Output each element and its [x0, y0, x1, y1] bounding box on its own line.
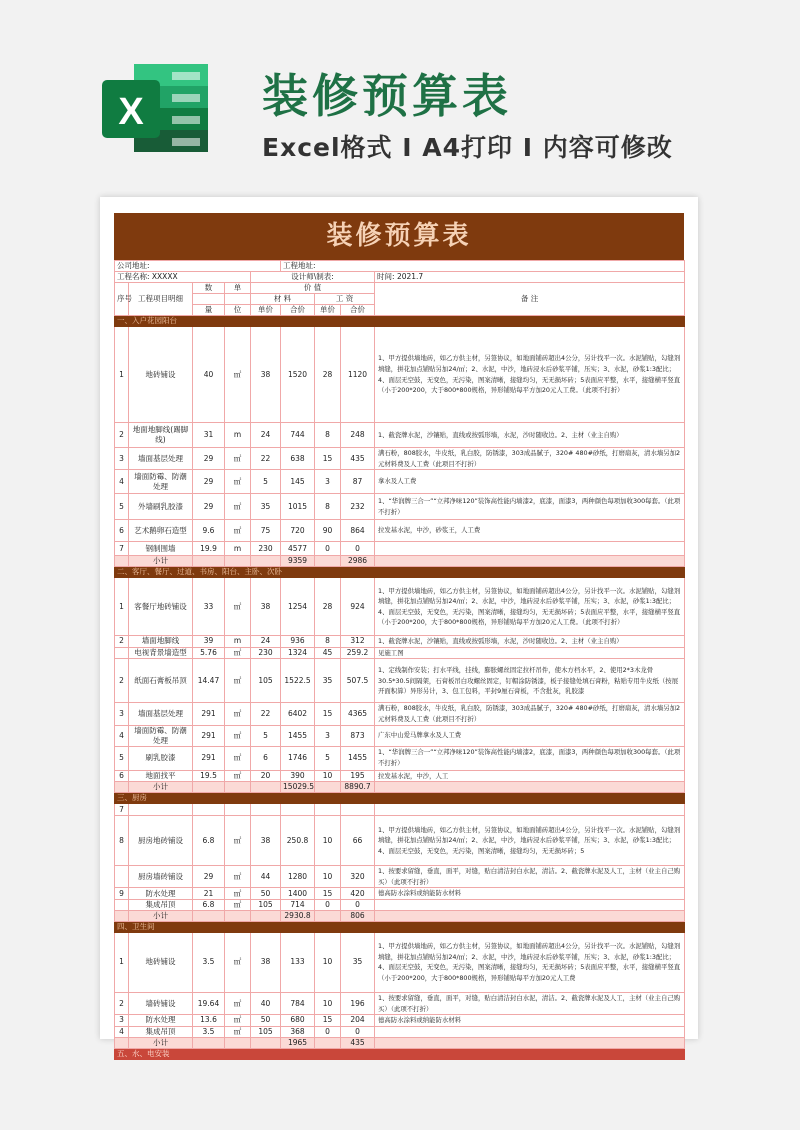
table-row [115, 888, 685, 900]
material-total: 714 [281, 899, 315, 910]
material-total: 784 [281, 992, 315, 1014]
material-unit-price: 38 [251, 932, 281, 992]
table-row [115, 636, 685, 648]
remark [375, 899, 685, 910]
material-unit-price: 230 [251, 647, 281, 659]
material-total: 720 [281, 520, 315, 542]
material-total: 368 [281, 1026, 315, 1037]
item-name: 墙面防霉、防潮处理 [129, 725, 193, 746]
material-unit-price: 5 [251, 470, 281, 494]
labor-total: 312 [341, 636, 375, 648]
remark: 广东中山爱马牌拿水及人工费 [375, 725, 685, 746]
remark: 拉发基水泥，中沙，人工 [375, 770, 685, 782]
header-labor: 工 资 [315, 294, 375, 305]
row-number: 2 [115, 992, 129, 1014]
item-name: 墙面基层处理 [129, 703, 193, 725]
unit: ㎡ [225, 647, 251, 659]
header-qty: 数 [193, 283, 225, 294]
unit: ㎡ [225, 327, 251, 423]
row-number: 4 [115, 1026, 129, 1037]
item-name: 墙面防霉、防潮处理 [129, 470, 193, 494]
row-number: 3 [115, 1015, 129, 1027]
material-total: 145 [281, 470, 315, 494]
material-unit-price: 105 [251, 1026, 281, 1037]
header-seq: 序号 [115, 283, 129, 316]
item-name: 钢制围墙 [129, 542, 193, 556]
sheet-title: 装修预算表 [114, 213, 684, 260]
remark: 德高防水涂料或纳能防水材料 [375, 888, 685, 900]
material-total: 133 [281, 932, 315, 992]
table-row [115, 899, 685, 910]
table-row [115, 725, 685, 746]
labor-total [341, 804, 375, 816]
time: 时间: 2021.7 [375, 272, 685, 283]
row-number: 3 [115, 703, 129, 725]
labor-total: 87 [341, 470, 375, 494]
poster-subtitle: Excel格式 I A4打印 I 内容可修改 [262, 133, 673, 162]
material-unit-price: 44 [251, 866, 281, 888]
material-unit-price: 105 [251, 899, 281, 910]
row-number: 9 [115, 888, 129, 900]
material-total: 1522.5 [281, 659, 315, 703]
row-number: 4 [115, 725, 129, 746]
remark: 1、甲方提供墙地砖，如乙方供主材，另签协议，如地面铺砖超出4公分，另计找平一次。水泥铺贴，勾缝剂填缝，拼花加点铺贴另加24/㎡；2、水泥，中沙，地砖浸水后砂浆平铺，压实；3、水泥，砂浆1:3配比；4、面层无空鼓，无变色，无污染，图案清晰，接缝均匀，无无损坏砖；5表面应平整，水平，接缝横平竖直（小于200*200，大于800*800规格，异形铺贴每平方加20元人工费。（此项不打折） [375, 327, 685, 423]
section-header [115, 793, 685, 804]
unit: ㎡ [225, 448, 251, 470]
table-row [115, 746, 685, 770]
row-number: 7 [115, 804, 129, 816]
labor-unit-price: 10 [315, 770, 341, 782]
item-name: 墙砖铺设 [129, 992, 193, 1014]
item-name [129, 804, 193, 816]
subtotal-labor: 435 [341, 1037, 375, 1048]
budget-table [114, 260, 685, 1060]
subtotal-row [115, 910, 685, 921]
subtotal-labor: 2986 [341, 556, 375, 567]
labor-total: 259.2 [341, 647, 375, 659]
item-name: 厨房墙砖铺设 [129, 866, 193, 888]
labor-unit-price: 15 [315, 448, 341, 470]
material-total: 1015 [281, 494, 315, 520]
quantity: 14.47 [193, 659, 225, 703]
table-row [115, 448, 685, 470]
labor-unit-price: 0 [315, 542, 341, 556]
logo-letter: X [118, 91, 144, 133]
remark: 1、按要求留缝，垂直，面平，对缝，贴白清洁封白水泥，清洁。2、截瓷牌水泥及人工，主材（业主自己购买）（此项不打折） [375, 866, 685, 888]
material-total: 1324 [281, 647, 315, 659]
labor-unit-price: 28 [315, 578, 341, 636]
subtotal-material: 2930.8 [281, 910, 315, 921]
remark: 1、“华润牌三合一”“立邦净味120”装饰高性能内墙漆2，底漆，面漆3，两种颜色每项加收300每套。（此项不打折） [375, 494, 685, 520]
quantity [193, 804, 225, 816]
labor-total: 864 [341, 520, 375, 542]
material-unit-price: 35 [251, 494, 281, 520]
unit: ㎡ [225, 888, 251, 900]
item-name: 外墙刷乳胶漆 [129, 494, 193, 520]
subtotal-label: 小计 [129, 910, 193, 921]
quantity: 291 [193, 725, 225, 746]
labor-unit-price: 8 [315, 423, 341, 448]
item-name: 地砖铺设 [129, 327, 193, 423]
section-title: 一、入户花园阳台 [115, 316, 685, 327]
table-row [115, 866, 685, 888]
unit: ㎡ [225, 899, 251, 910]
labor-total: 35 [341, 932, 375, 992]
row-number: 1 [115, 327, 129, 423]
row-number [115, 899, 129, 910]
section-title: 二、客厅、餐厅、过道、书房、阳台、主卧、次卧 [115, 567, 685, 578]
material-unit-price: 50 [251, 1015, 281, 1027]
row-number: 1 [115, 932, 129, 992]
material-total: 1520 [281, 327, 315, 423]
remark: 1、“华润牌三合一”“立邦净味120”装饰高性能内墙漆2，底漆，面漆3，两种颜色每项加收300每套。（此项不打折） [375, 746, 685, 770]
material-unit-price: 22 [251, 448, 281, 470]
project-name: 工程名称: XXXXX [115, 272, 251, 283]
header-unit-2: 位 [225, 305, 251, 316]
labor-total: 248 [341, 423, 375, 448]
labor-total: 204 [341, 1015, 375, 1027]
labor-unit-price: 8 [315, 636, 341, 648]
quantity: 21 [193, 888, 225, 900]
labor-unit-price: 15 [315, 1015, 341, 1027]
remark [375, 804, 685, 816]
item-name: 客餐厅地砖铺设 [129, 578, 193, 636]
quantity: 33 [193, 578, 225, 636]
table-row [115, 423, 685, 448]
material-unit-price: 40 [251, 992, 281, 1014]
unit: ㎡ [225, 992, 251, 1014]
table-row [115, 932, 685, 992]
labor-total: 232 [341, 494, 375, 520]
subtotal-material: 9359 [281, 556, 315, 567]
unit: ㎡ [225, 703, 251, 725]
material-total: 638 [281, 448, 315, 470]
remark: 拿水及人工费 [375, 470, 685, 494]
labor-unit-price: 10 [315, 932, 341, 992]
item-name: 防水处理 [129, 1015, 193, 1027]
table-row [115, 494, 685, 520]
remark: 德高防水涂料或纳能防水材料 [375, 1015, 685, 1027]
labor-unit-price: 15 [315, 888, 341, 900]
labor-unit-price: 10 [315, 816, 341, 866]
material-total [281, 804, 315, 816]
material-unit-price: 75 [251, 520, 281, 542]
remark [375, 1026, 685, 1037]
item-name: 纸面石膏板吊顶 [129, 659, 193, 703]
labor-total: 507.5 [341, 659, 375, 703]
material-unit-price: 105 [251, 659, 281, 703]
header-mat-unit-price: 单价 [251, 305, 281, 316]
unit: ㎡ [225, 816, 251, 866]
quantity: 29 [193, 866, 225, 888]
remark: 满石粉，808胶水，牛皮纸，乳白胶，防锈漆，303成品腻子，320# 480#砂纸，打磨扇灰，清水墙另加2元材料费及人工费（此项目不打折） [375, 703, 685, 725]
company-address: 公司地址: [115, 261, 281, 272]
row-number: 2 [115, 659, 129, 703]
labor-unit-price: 15 [315, 703, 341, 725]
labor-total: 195 [341, 770, 375, 782]
material-unit-price: 5 [251, 725, 281, 746]
labor-total: 66 [341, 816, 375, 866]
row-number: 5 [115, 746, 129, 770]
table-row [115, 804, 685, 816]
item-name: 厨房地砖铺设 [129, 816, 193, 866]
poster-title: 装修预算表 [262, 69, 512, 123]
material-total: 680 [281, 1015, 315, 1027]
item-name: 地面找平 [129, 770, 193, 782]
unit [225, 804, 251, 816]
item-name: 墙面地脚线 [129, 636, 193, 648]
material-total: 936 [281, 636, 315, 648]
quantity: 19.5 [193, 770, 225, 782]
table-row [115, 816, 685, 866]
material-unit-price: 6 [251, 746, 281, 770]
unit: ㎡ [225, 866, 251, 888]
material-unit-price: 20 [251, 770, 281, 782]
labor-total: 0 [341, 542, 375, 556]
material-total: 6402 [281, 703, 315, 725]
labor-unit-price: 5 [315, 746, 341, 770]
quantity: 6.8 [193, 899, 225, 910]
item-name: 墙面基层处理 [129, 448, 193, 470]
section-title: 三、厨房 [115, 793, 685, 804]
subtotal-material: 15029.5 [281, 782, 315, 793]
remark: 1、定线制作安装；打水平线，挂线，膨胀螺丝固定拉杆吊件，使木方档水平，2、使用2*3木龙骨30.5*30.5间隔架，石膏板吊白攻螺丝固定，钉帽涂防锈漆，板子接缝处填石膏粉，粘贴专用牛皮纸（按展开面积算）异形另计，3、包工包料，平封9厘石膏板，不含批灰，乳胶漆 [375, 659, 685, 703]
material-unit-price: 24 [251, 636, 281, 648]
subtotal-labor: 806 [341, 910, 375, 921]
material-total: 744 [281, 423, 315, 448]
unit: m [225, 636, 251, 648]
header-material: 材 料 [251, 294, 315, 305]
table-row [115, 1015, 685, 1027]
table-row [115, 659, 685, 703]
row-number: 5 [115, 494, 129, 520]
labor-unit-price: 0 [315, 1026, 341, 1037]
quantity: 29 [193, 470, 225, 494]
section-header [115, 921, 685, 932]
section-title: 五、水、电安装 [115, 1048, 685, 1059]
item-name: 电视背景墙造型 [129, 647, 193, 659]
labor-unit-price: 10 [315, 866, 341, 888]
quantity: 40 [193, 327, 225, 423]
labor-unit-price: 35 [315, 659, 341, 703]
row-number: 8 [115, 816, 129, 866]
material-unit-price: 22 [251, 703, 281, 725]
material-total: 390 [281, 770, 315, 782]
material-unit-price: 24 [251, 423, 281, 448]
quantity: 19.64 [193, 992, 225, 1014]
table-row [115, 647, 685, 659]
unit: ㎡ [225, 470, 251, 494]
table-row [115, 520, 685, 542]
designer: 设计师\制表: [251, 272, 375, 283]
table-row [115, 703, 685, 725]
labor-unit-price: 10 [315, 992, 341, 1014]
item-name: 地砖铺设 [129, 932, 193, 992]
table-row [115, 770, 685, 782]
subtotal-label: 小计 [129, 1037, 193, 1048]
remark: 1、甲方提供墙地砖，如乙方供主材，另签协议，如地面铺砖超出4公分，另计找平一次。水泥铺贴，勾缝剂填缝，拼花加点铺贴另加24/㎡；2、水泥，中沙，地砖浸水后砂浆平铺，压实；3、水泥，砂浆1:3配比；4、面层无空鼓，无变色，无污染，图案清晰，接缝均匀，无无损坏砖；5表面应平整，水平，接缝横平竖直（小于200*200，大于800*800规格，异形铺贴每平方加20元人工费 [375, 932, 685, 992]
item-name: 地面地脚线(踢脚线) [129, 423, 193, 448]
item-name: 集成吊顶 [129, 1026, 193, 1037]
section-header [115, 567, 685, 578]
row-number: 4 [115, 470, 129, 494]
labor-total: 1455 [341, 746, 375, 770]
quantity: 19.9 [193, 542, 225, 556]
labor-unit-price: 8 [315, 494, 341, 520]
subtotal-material: 1965 [281, 1037, 315, 1048]
unit: ㎡ [225, 1026, 251, 1037]
labor-unit-price: 3 [315, 470, 341, 494]
labor-total: 196 [341, 992, 375, 1014]
quantity: 9.6 [193, 520, 225, 542]
labor-total: 320 [341, 866, 375, 888]
unit: m [225, 542, 251, 556]
subtotal-label: 小计 [129, 782, 193, 793]
row-number: 2 [115, 636, 129, 648]
quantity: 13.6 [193, 1015, 225, 1027]
item-name: 刷乳胶漆 [129, 746, 193, 770]
header-price: 价 值 [251, 283, 375, 294]
quantity: 39 [193, 636, 225, 648]
remark: 满石粉，808胶水，牛皮纸，乳白胶，防锈漆，303成品腻子，320# 480#砂纸，打磨扇灰，清水墙另加2元材料费及人工费（此项目不打折） [375, 448, 685, 470]
remark: 1、截瓷牌水泥，沙镶贴，直线或按弧形墙，水泥，沙时随收边。2、主材（业主自购） [375, 423, 685, 448]
header-qty-2: 量 [193, 305, 225, 316]
subtotal-row [115, 556, 685, 567]
material-unit-price: 38 [251, 327, 281, 423]
row-number: 6 [115, 770, 129, 782]
labor-total: 4365 [341, 703, 375, 725]
unit: ㎡ [225, 659, 251, 703]
quantity: 5.76 [193, 647, 225, 659]
unit: ㎡ [225, 578, 251, 636]
row-number [115, 866, 129, 888]
row-number: 3 [115, 448, 129, 470]
labor-unit-price: 28 [315, 327, 341, 423]
quantity: 29 [193, 448, 225, 470]
labor-total: 873 [341, 725, 375, 746]
labor-total: 0 [341, 1026, 375, 1037]
material-total: 1746 [281, 746, 315, 770]
section-title: 四、卫生间 [115, 921, 685, 932]
item-name: 艺术鹅卵石造型 [129, 520, 193, 542]
quantity: 3.5 [193, 932, 225, 992]
quantity: 291 [193, 703, 225, 725]
unit: ㎡ [225, 932, 251, 992]
labor-unit-price [315, 804, 341, 816]
material-total: 1254 [281, 578, 315, 636]
unit: ㎡ [225, 746, 251, 770]
remark: 1、按要求留缝，垂直，面平，对缝，贴白清洁封白水泥，清洁。2、截瓷牌水泥及人工，主材（业主自己购买）（此项不打折） [375, 992, 685, 1014]
project-address: 工程地址: [281, 261, 685, 272]
subtotal-label: 小计 [129, 556, 193, 567]
excel-logo-icon [100, 58, 212, 158]
spreadsheet-preview [100, 197, 698, 1058]
table-row [115, 1026, 685, 1037]
item-name: 集成吊顶 [129, 899, 193, 910]
subtotal-row [115, 782, 685, 793]
unit: ㎡ [225, 725, 251, 746]
labor-unit-price: 0 [315, 899, 341, 910]
material-unit-price: 38 [251, 578, 281, 636]
unit: ㎡ [225, 1015, 251, 1027]
material-total: 1280 [281, 866, 315, 888]
table-row [115, 578, 685, 636]
labor-total: 924 [341, 578, 375, 636]
section-header [115, 316, 685, 327]
remark: 1、甲方提供墙地砖，如乙方供主材，另签协议，如地面铺砖超出4公分，另计找平一次。水泥铺贴，勾缝剂填缝，拼花加点铺贴另加24/㎡；2、水泥，中沙，地砖浸水后砂浆平铺，压实；3、水泥，砂浆1:3配比；4、面层无空鼓，无变色，无污染，图案清晰，接缝均匀，无无损坏砖；5表面应平整，水平，接缝横平竖直（小于200*200，大于800*800规格，异形铺贴每平方加20元人工费。（此项不打折） [375, 578, 685, 636]
remark: 拉发基水泥，中沙，砂浆王，人工费 [375, 520, 685, 542]
section-header [115, 1048, 685, 1059]
remark: 1、甲方提供墙地砖，如乙方供主材，另签协议，如地面铺砖超出4公分，另计找平一次。水泥铺贴，勾缝剂填缝，拼花加点铺贴另加24/㎡；2、水泥，中沙，地砖浸水后砂浆平铺，压实；3、水泥，砂浆1:3配比；4、面层无空鼓，无变色，无污染，图案清晰，接缝均匀，无无损坏砖；5 [375, 816, 685, 866]
quantity: 6.8 [193, 816, 225, 866]
remark: 见施工图 [375, 647, 685, 659]
labor-unit-price: 45 [315, 647, 341, 659]
labor-total: 0 [341, 899, 375, 910]
unit: ㎡ [225, 770, 251, 782]
header-mat-total: 合价 [281, 305, 315, 316]
header-item: 工程项目明细 [129, 283, 193, 316]
quantity: 29 [193, 494, 225, 520]
header-lab-total: 合价 [341, 305, 375, 316]
material-total: 1455 [281, 725, 315, 746]
labor-total: 420 [341, 888, 375, 900]
remark: 1、截瓷牌水泥，沙镶贴，直线或按弧形墙，水泥，沙时随收边。2、主材（业主自购） [375, 636, 685, 648]
labor-total: 1120 [341, 327, 375, 423]
header-remark: 备 注 [375, 283, 685, 316]
material-unit-price: 38 [251, 816, 281, 866]
quantity: 3.5 [193, 1026, 225, 1037]
labor-unit-price: 3 [315, 725, 341, 746]
material-unit-price: 230 [251, 542, 281, 556]
table-row [115, 542, 685, 556]
material-total: 250.8 [281, 816, 315, 866]
item-name: 防水处理 [129, 888, 193, 900]
material-total: 4577 [281, 542, 315, 556]
row-number [115, 647, 129, 659]
labor-unit-price: 90 [315, 520, 341, 542]
table-row [115, 327, 685, 423]
unit: ㎡ [225, 494, 251, 520]
row-number: 6 [115, 520, 129, 542]
material-unit-price: 50 [251, 888, 281, 900]
subtotal-row [115, 1037, 685, 1048]
unit: m [225, 423, 251, 448]
row-number: 1 [115, 578, 129, 636]
material-unit-price [251, 804, 281, 816]
subtotal-labor: 8890.7 [341, 782, 375, 793]
row-number: 2 [115, 423, 129, 448]
labor-total: 435 [341, 448, 375, 470]
material-total: 1400 [281, 888, 315, 900]
quantity: 31 [193, 423, 225, 448]
header-unit: 单 [225, 283, 251, 294]
table-row [115, 470, 685, 494]
table-row [115, 992, 685, 1014]
header-lab-unit-price: 单价 [315, 305, 341, 316]
row-number: 7 [115, 542, 129, 556]
quantity: 291 [193, 746, 225, 770]
remark [375, 542, 685, 556]
unit: ㎡ [225, 520, 251, 542]
